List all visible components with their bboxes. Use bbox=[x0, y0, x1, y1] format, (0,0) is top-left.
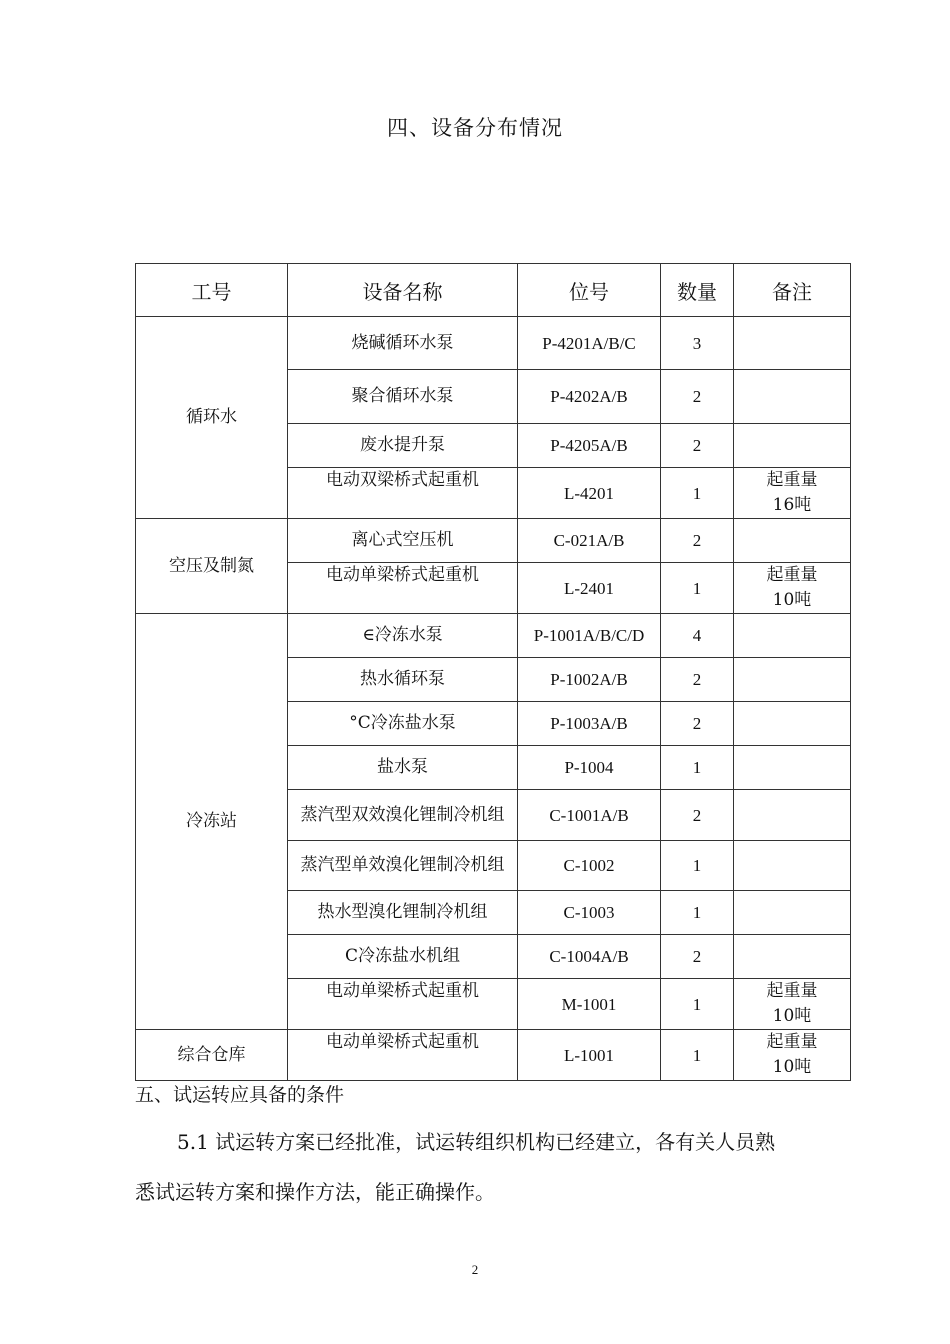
equipment-name-cell: 聚合循环水泵 bbox=[288, 370, 518, 424]
equipment-name-cell: C冷冻盐水机组 bbox=[288, 935, 518, 979]
header-cell: 备注 bbox=[734, 264, 851, 317]
equipment-name-cell: 盐水泵 bbox=[288, 746, 518, 790]
header-cell: 工号 bbox=[136, 264, 288, 317]
equipment-name-cell: 热水型溴化锂制冷机组 bbox=[288, 891, 518, 935]
equipment-name-cell: 电动单梁桥式起重机 bbox=[288, 1030, 518, 1081]
tag-cell: C-1002 bbox=[518, 841, 661, 891]
tag-cell: P-1004 bbox=[518, 746, 661, 790]
note-line: 起重量 bbox=[766, 565, 818, 585]
note-line: 10吨 bbox=[772, 1006, 812, 1026]
qty-cell: 2 bbox=[661, 790, 734, 841]
equipment-name-cell: ∈冷冻水泵 bbox=[288, 614, 518, 658]
tag-cell: C-021A/B bbox=[518, 519, 661, 563]
note-cell bbox=[734, 891, 851, 935]
note-cell bbox=[734, 614, 851, 658]
header-cell: 设备名称 bbox=[288, 264, 518, 317]
table-body bbox=[136, 317, 851, 1081]
note-line: 起重量 bbox=[766, 1032, 818, 1052]
qty-cell: 2 bbox=[661, 935, 734, 979]
note-cell bbox=[734, 841, 851, 891]
note-line: 10吨 bbox=[772, 1057, 812, 1077]
tag-cell: L-4201 bbox=[518, 468, 661, 519]
equipment-name-cell: °C冷冻盐水泵 bbox=[288, 702, 518, 746]
qty-cell: 1 bbox=[661, 979, 734, 1030]
group-cell: 循环水 bbox=[136, 317, 288, 519]
note-cell bbox=[734, 424, 851, 468]
header-cell: 数量 bbox=[661, 264, 734, 317]
page-number: 2 bbox=[471, 1262, 479, 1277]
tag-cell: P-1002A/B bbox=[518, 658, 661, 702]
table-row bbox=[136, 317, 851, 370]
qty-cell: 2 bbox=[661, 658, 734, 702]
equipment-name-cell: 离心式空压机 bbox=[288, 519, 518, 563]
table-row bbox=[136, 614, 851, 658]
tag-cell: P-1001A/B/C/D bbox=[518, 614, 661, 658]
header-cell: 位号 bbox=[518, 264, 661, 317]
note-cell bbox=[734, 1030, 851, 1081]
note-line: 起重量 bbox=[766, 981, 818, 1001]
paragraph-line: 5.1 试运转方案已经批准，试运转组织机构已经建立，各有关人员熟 bbox=[177, 1130, 776, 1154]
tag-cell: L-2401 bbox=[518, 563, 661, 614]
group-cell: 空压及制氮 bbox=[136, 519, 288, 614]
tag-cell: C-1003 bbox=[518, 891, 661, 935]
table-row bbox=[136, 519, 851, 563]
tag-cell: C-1004A/B bbox=[518, 935, 661, 979]
tag-cell: M-1001 bbox=[518, 979, 661, 1030]
note-line: 起重量 bbox=[766, 470, 818, 490]
qty-cell: 1 bbox=[661, 563, 734, 614]
note-cell bbox=[734, 370, 851, 424]
equipment-name-cell: 热水循环泵 bbox=[288, 658, 518, 702]
note-cell bbox=[734, 658, 851, 702]
table-row bbox=[136, 1030, 851, 1081]
qty-cell: 2 bbox=[661, 370, 734, 424]
tag-cell: P-4205A/B bbox=[518, 424, 661, 468]
note-line: 16吨 bbox=[772, 495, 812, 515]
note-cell bbox=[734, 468, 851, 519]
tag-cell: P-4202A/B bbox=[518, 370, 661, 424]
equipment-name-cell: 烧碱循环水泵 bbox=[288, 317, 518, 370]
qty-cell: 2 bbox=[661, 424, 734, 468]
equipment-name-cell: 电动单梁桥式起重机 bbox=[288, 979, 518, 1030]
qty-cell: 1 bbox=[661, 841, 734, 891]
note-cell bbox=[734, 790, 851, 841]
equipment-name-cell: 电动双梁桥式起重机 bbox=[288, 468, 518, 519]
equipment-name-cell: 蒸汽型双效溴化锂制冷机组 bbox=[288, 790, 518, 841]
qty-cell: 2 bbox=[661, 519, 734, 563]
note-cell bbox=[734, 979, 851, 1030]
qty-cell: 1 bbox=[661, 1030, 734, 1081]
group-cell: 冷冻站 bbox=[136, 614, 288, 1030]
paragraph-line: 悉试运转方案和操作方法，能正确操作。 bbox=[135, 1180, 495, 1204]
note-cell bbox=[734, 702, 851, 746]
qty-cell: 1 bbox=[661, 468, 734, 519]
equipment-name-cell: 蒸汽型单效溴化锂制冷机组 bbox=[288, 841, 518, 891]
note-cell bbox=[734, 563, 851, 614]
section-heading: 五、试运转应具备的条件 bbox=[135, 1084, 345, 1106]
tag-cell: P-4201A/B/C bbox=[518, 317, 661, 370]
note-line: 10吨 bbox=[772, 590, 812, 610]
tag-cell: C-1001A/B bbox=[518, 790, 661, 841]
qty-cell: 1 bbox=[661, 746, 734, 790]
equipment-name-cell: 电动单梁桥式起重机 bbox=[288, 563, 518, 614]
qty-cell: 4 bbox=[661, 614, 734, 658]
note-cell bbox=[734, 935, 851, 979]
group-cell: 综合仓库 bbox=[136, 1030, 288, 1081]
note-cell bbox=[734, 317, 851, 370]
equipment-name-cell: 废水提升泵 bbox=[288, 424, 518, 468]
equipment-table bbox=[135, 263, 851, 1081]
qty-cell: 1 bbox=[661, 891, 734, 935]
tag-cell: L-1001 bbox=[518, 1030, 661, 1081]
note-cell bbox=[734, 746, 851, 790]
section-title: 四、设备分布情况 bbox=[387, 116, 563, 140]
qty-cell: 2 bbox=[661, 702, 734, 746]
table-header-row bbox=[136, 264, 851, 317]
tag-cell: P-1003A/B bbox=[518, 702, 661, 746]
note-cell bbox=[734, 519, 851, 563]
qty-cell: 3 bbox=[661, 317, 734, 370]
